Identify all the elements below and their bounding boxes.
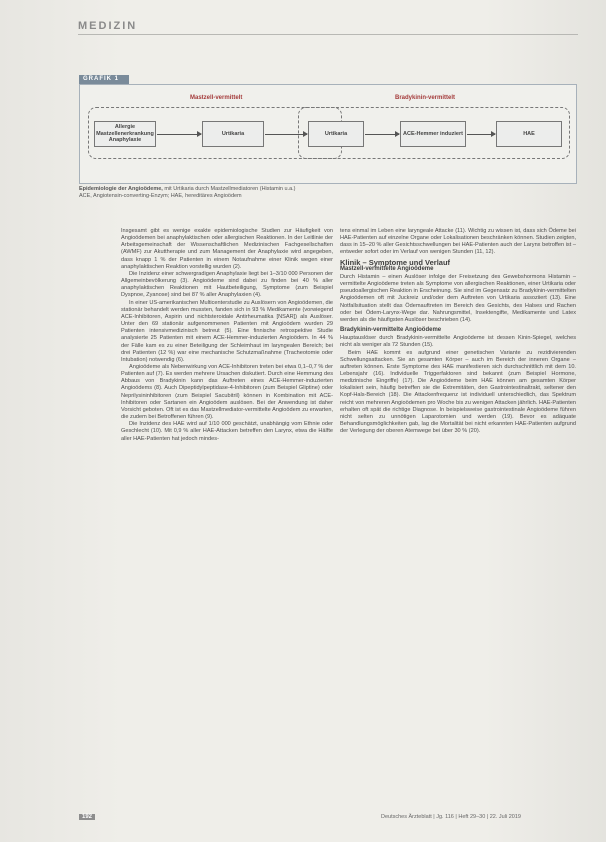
paragraph: Angioödeme als Nebenwirkung von ACE-Inhibitoren treten bei etwa 0,1–0,7 % der Patienten auf (7). Es werden mehrere Ursachen diskutiert. Durch eine Hemmung des Abbaus von Bradykinin kann das Auftreten eines ACE-Hemmer-induzierten Angioödems (8). Auch Dipeptidylpeptidase-4-Inhibitoren (zum Beispiel Gliptine) oder Neprilysininhibitoren (zum Beispiel Sacubitril) können in Kombination mit ACE-Inhibitoren oder Sartanen ein Angioödem auslösen. Bei der Anwendung ist daher Vorsicht geboten. Oft ist es das Mastzellmediator-vermittelte Angioödem zu erwarten, die zudem bei Betroffenen führen (9). (121, 363, 333, 421)
paragraph: Hauptauslöser durch Bradykinin-vermittelte Angioödeme ist dessen Kinin-Spiegel, welches nicht als weniger als 72 Stunden (15). (340, 335, 576, 349)
flow-box-ace: ACE-Hemmer induziert (400, 121, 466, 147)
flow-arrow (265, 134, 307, 135)
paragraph: In einer US-amerikanischen Multicenterstudie zu Auslösern von Angioödemen, die stationär behandelt werden mussten, fanden sich in 93 % Medikamente (vorwiegend ACE-Inhibitoren, Aspirin und nichtsteroidale Antirheumatika [NSAR]) als Auslöser. Unter den 69 stationär aufgenommenen Patienten mit Angioödem wurden 29 Patienten intensivmedizinisch betreut (5). Eine finnische retrospektive Studie analysierte 25 Patienten mit einem ACE-Hemmer-induzierten Angioödem. In 44 % der Fälle kam es zu einer Beteiligung der Schleimhaut im laryngealen Bereich; bei drei Patienten (12 %) war eine mechanische Schutzmaßnahme (Tracheotomie oder Intubation) notwendig (6). (121, 299, 333, 363)
section-header: MEDIZIN (78, 20, 138, 32)
flow-box-hae: HAE (496, 121, 562, 147)
flow-arrow (467, 134, 495, 135)
flow-arrow (157, 134, 201, 135)
page-number: 192 (79, 814, 95, 820)
region-title-brady: Bradykinin-vermittelt (395, 95, 456, 101)
left-text-column (121, 228, 333, 443)
subheading-brady: Bradykinin-vermittelte Angioödeme (340, 327, 442, 334)
region-title-mast: Mastzell-vermittelt (190, 95, 243, 101)
figure-tag: GRAFIK 1 (79, 75, 129, 84)
flow-box-allergy: Allergie Mastzellenerkrankung Anaphylaxie (94, 121, 156, 147)
figure-diagram (79, 84, 577, 184)
paragraph: Durch Histamin – einen Auslöser infolge der Freisetzung des Gewebshormons Histamin – vermittelte Angioödeme treten als Symptome von allergischen Reaktionen, einer Urtikaria oder pseudoallergischen Reaktion in Erscheinung. Sie sind im Gegensatz zu Bradykinin-vermittelten Angioödemen oft mit Juckreiz und/oder dem Auftreten von Urtikaria assoziiert (13). Eine Notfallsituation stellt das Ödemauftreten im Bereich des Gesichts, des Halses und Rachen oder bei Ödem-Larynx-Wege dar. Nahrungsmittel, Insektengifte, Medikamente und Latex werden als die häufigsten Auslöser beschrieben (14). (340, 273, 576, 323)
section-heading: Klinik – Symptome und Verlauf (340, 257, 451, 267)
flow-box-urtikaria: Urtikaria (202, 121, 264, 147)
caption-abbreviations: ACE, Angiotensin-converting-Enzym; HAE, hereditäres Angioödem (79, 193, 242, 199)
figure-caption (79, 186, 379, 200)
paragraph: Die Inzidenz einer schwergradigen Anaphylaxie liegt bei 1–3/10 000 Personen der Allgemeinbevölkerung (3). Angioödeme sind dabei zu finden bei 40 % aller anaphylaktischen Reaktionen mit Hautbeteiligung, Symptome (zum Beispiel Dyspnoe, Zyanose) sind bei 87 % aller Anaphylaxien (4). (121, 270, 333, 299)
caption-text: mit Urtikaria durch Mastzellmediatoren (Histamin u.a.) (164, 186, 296, 192)
right-text-column (340, 228, 576, 435)
header-rule (78, 34, 578, 35)
caption-title: Epidemiologie der Angioödeme, (79, 186, 163, 192)
paragraph: tens einmal im Leben eine laryngeale Attacke (11). Wichtig zu wissen ist, dass sich Ödeme bei HAE-Patienten auf einzelne Organe oder Lokalisationen beschränken können. Studien zeigten, dass in 15–20 % aller Gesichtsschwellungen bei HAE-Patienten auch der Larynx betroffen ist – entweder sofort oder im Verlauf von wenigen Stunden (11, 12). (340, 228, 576, 256)
paragraph: Beim HAE kommt es aufgrund einer genetischen Variante zu rezidivierenden Schwellungsattacken. Sie an gesamten Körper – auch im Bereich der inneren Organe – auftreten können. Erste Symptome des HAE manifestieren sich durchschnittlich mit dem 10. Lebensjahr (16). Individuelle Triggerfaktoren sind bekannt (zum Beispiel Hormone, medizinische Eingriffe) (17). Die Angioödeme beim HAE können am gesamten Körper lokalisiert sein, häufig betreffen sie die Extremitäten, den Gastrointestinaltrakt, seltener den Kopf-Hals-Bereich (18). Die Attackenfrequenz ist individuell unterschiedlich, das Spektrum reicht von mehreren Angioödemen pro Woche bis zu wenigen Attacken jährlich. HAE-Patienten erhalten oft spät die richtige Diagnose. In beispielsweise gastrointestinale Angioödeme führen nicht selten zu unnötigen Laparotomien und werden (19). Bevor es adäquate Behandlungsmöglichkeiten gab, lag die Mortalität bei nicht erkannten HAE-Patienten aufgrund der Verlegung der oberen Atemwege bei über 30 % (20). (340, 349, 576, 435)
journal-citation: Deutsches Ärzteblatt | Jg. 116 | Heft 29–30 | 22. Juli 2019 (381, 814, 521, 820)
flow-arrow (365, 134, 399, 135)
subheading-mast: Mastzell-vermittelte Angioödeme (340, 265, 434, 272)
paragraph: Insgesamt gibt es wenige exakte epidemiologische Studien zur Häufigkeit von Angioödemen bei anaphylaktischen oder allergischen Reaktionen. In der Leitlinie der Arbeitsgemeinschaft der Wissenschaftlichen Medizinischen Fachgesellschaften (AWMF) zur Akuttherapie und zum Management der Anaphylaxie wird angegeben, dass knapp 1 % der Patienten in einem Notaufnahme einer Klinik wegen einer anaphylaktischen Reaktion vorstellig wurden (2). (121, 228, 333, 270)
paragraph: Die Inzidenz des HAE wird auf 1/10 000 geschätzt, unabhängig vom Ethnie oder Geschlecht (10). Mit 0,9 % aller HAE-Attacken betreffen den Larynx, etwa die Hälfte aller HAE-Patienten hat jedoch mindes- (121, 421, 333, 442)
flow-box-urtikaria-overlap: Urtikaria (308, 121, 364, 147)
